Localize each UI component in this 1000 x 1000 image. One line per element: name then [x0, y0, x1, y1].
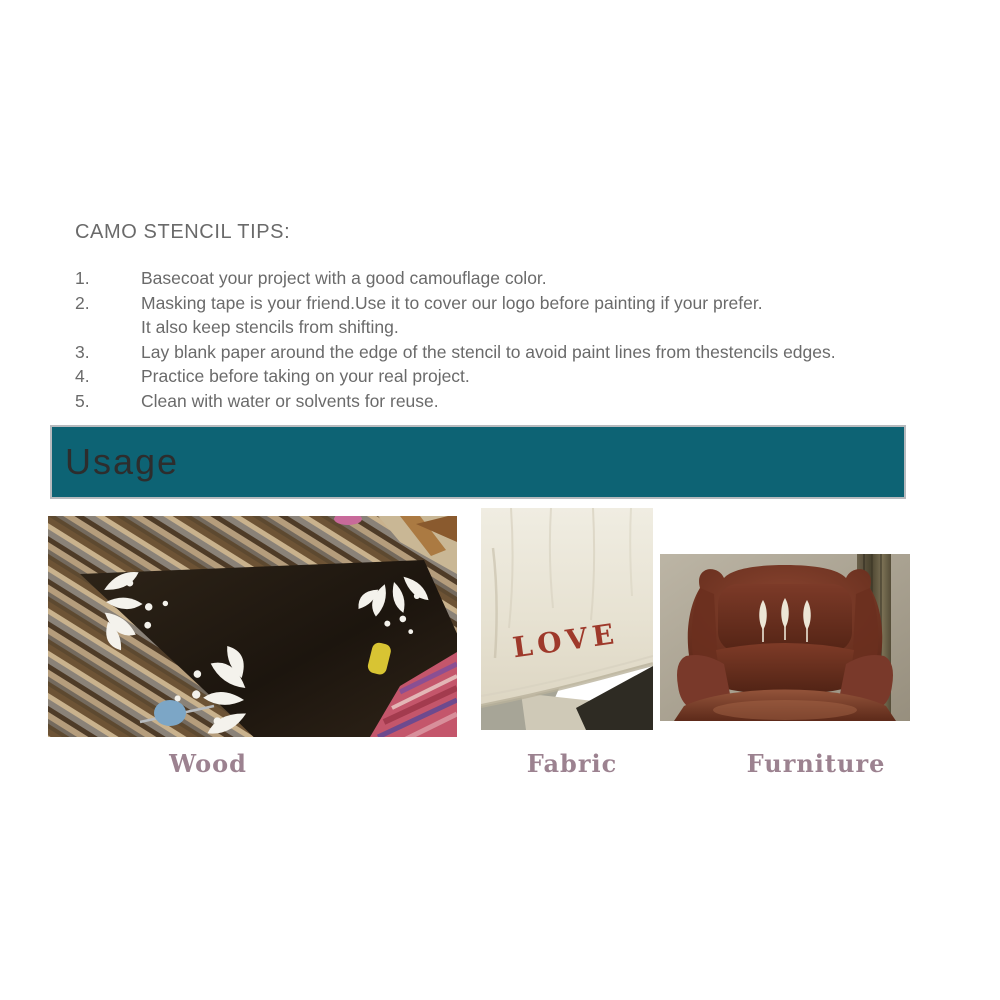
wood-photo-illustration — [48, 516, 457, 737]
caption-wood: Wood — [169, 749, 247, 778]
tip-item-4 — [75, 364, 836, 389]
tip-text: Basecoat your project with a good camouflage color. — [141, 268, 547, 288]
tips-heading: CAMO STENCIL TIPS: — [75, 221, 291, 243]
furniture-example-photo — [660, 554, 910, 721]
tip-number: 3. — [75, 341, 90, 362]
leather-wingback-chair — [674, 565, 896, 721]
usage-section-title: Usage — [65, 441, 180, 482]
tip-number: 5. — [75, 390, 90, 411]
love-stencil-text: LOVE — [510, 616, 621, 665]
tip-text: Lay blank paper around the edge of the stencil to avoid paint lines from thestencils edges. — [141, 341, 836, 362]
fabric-photo-illustration — [481, 508, 653, 730]
tip-text: Clean with water or solvents for reuse. — [141, 390, 439, 411]
tip-text: It also keep stencils from shifting. — [141, 317, 399, 337]
caption-furniture: Furniture — [746, 749, 886, 778]
tip-item-1 — [75, 266, 836, 291]
tip-number: 1. — [75, 268, 90, 288]
tips-list — [75, 266, 836, 413]
tip-item-5 — [75, 389, 836, 414]
tip-number — [75, 315, 141, 340]
furniture-photo-illustration — [660, 554, 910, 721]
tip-number: 4. — [75, 366, 90, 386]
tip-item-2 — [75, 291, 836, 316]
fabric-example-photo — [481, 508, 653, 730]
tip-item-2-continued — [75, 315, 836, 340]
caption-fabric: Fabric — [526, 749, 618, 778]
tips-section — [75, 220, 836, 413]
tip-text: Masking tape is your friend.Use it to cover our logo before painting if your prefer. — [141, 292, 763, 313]
wood-example-photo — [48, 516, 457, 737]
tip-number: 2. — [75, 292, 90, 313]
tip-item-3 — [75, 340, 836, 365]
usage-section-banner — [50, 425, 906, 499]
linen-cloth — [481, 508, 653, 706]
tip-text: Practice before taking on your real project. — [141, 366, 470, 386]
lumbar-cushion — [716, 643, 854, 695]
